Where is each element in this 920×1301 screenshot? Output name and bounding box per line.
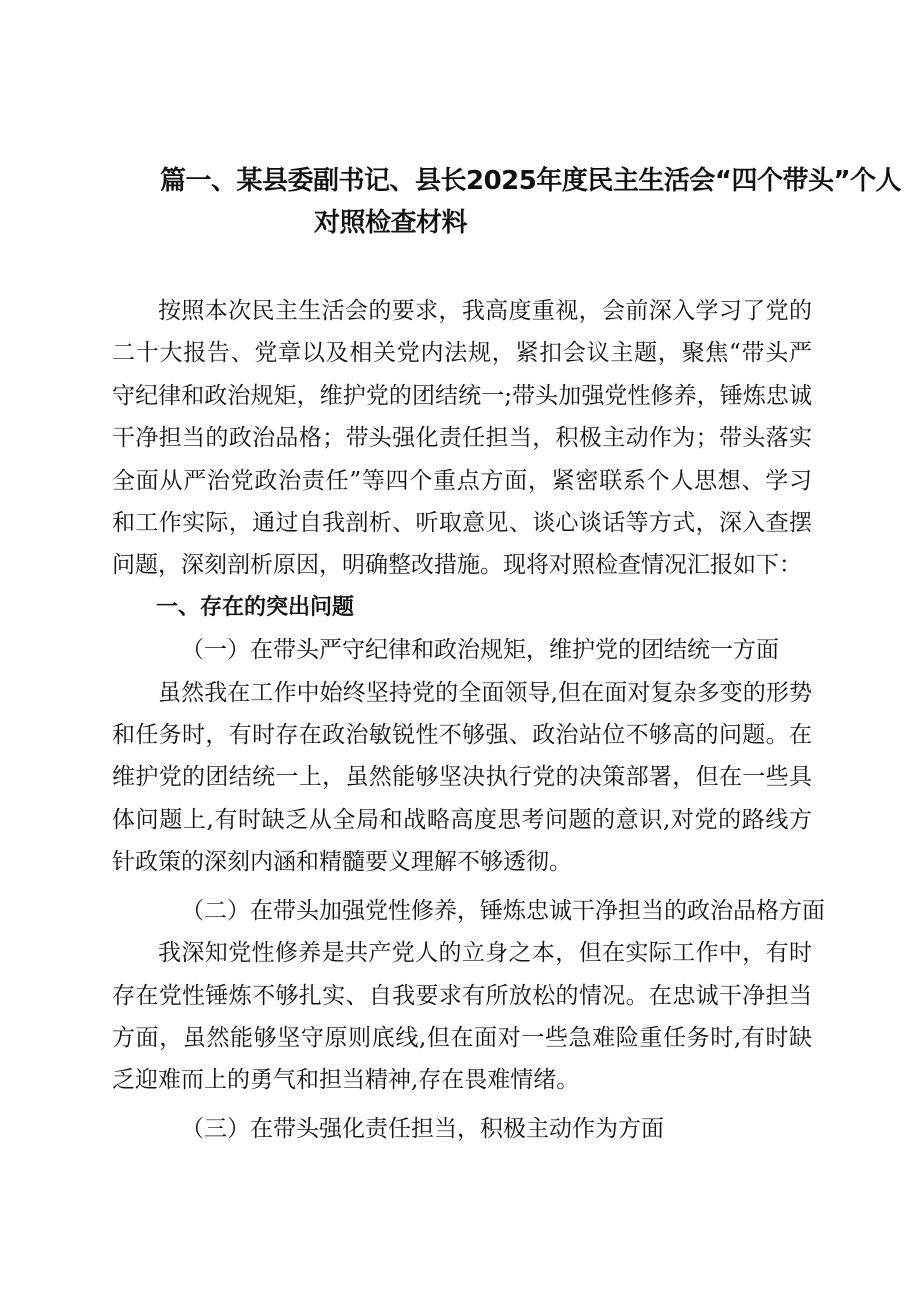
subsection-heading-3: （三）在带头强化责任担当，积极主动作为方面 bbox=[181, 1115, 664, 1142]
title-line-1: 篇一、某县委副书记、县长2025年度民主生活会“四个带头”个人 bbox=[160, 166, 902, 196]
intro-paragraph: 按照本次民主生活会的要求，我高度重视，会前深入学习了党的二十大报告、党章以及相关党内法规，紧扣会议主题，聚焦“带头严守纪律和政治规矩，维护党的团结统一;带头加强党性修养，锤炼忠诚干净担当的政治品格；带头强化责任担当，积极主动作为；带头落实全面从严治党政治责任”等四个重点方面，紧密联系个人思想、学习和工作实际，通过自我剖析、听取意见、谈心谈话等方式，深入查摆问题，深刻剖析原因，明确整改措施。现将对照检查情况汇报如下： bbox=[112, 298, 812, 579]
document-body bbox=[112, 290, 825, 1150]
subsection-body-1: 虽然我在工作中始终坚持党的全面领导,但在面对复杂多变的形势和任务时，有时存在政治敏锐性不够强、政治站位不够高的问题。在维护党的团结统一上，虽然能够坚决执行党的决策部署，但在一些具体问题上,有时缺乏从全局和战略高度思考问题的意识,对党的路线方针政策的深刻内涵和精髓要义理解不够透彻。 bbox=[112, 679, 812, 876]
subsection-heading-1: （一）在带头严守纪律和政治规矩，维护党的团结统一方面 bbox=[181, 637, 779, 664]
subsection-heading-2: （二）在带头加强党性修养，锤炼忠诚干净担当的政治品格方面 bbox=[181, 897, 825, 924]
subsection-body-2: 我深知党性修养是共产党人的立身之本，但在实际工作中，有时存在党性锤炼不够扎实、自我要求有所放松的情况。在忠诚干净担当方面，虽然能够坚守原则底线,但在面对一些急难险重任务时,有时缺乏迎难而上的勇气和担当精神,存在畏难情绪。 bbox=[112, 940, 812, 1094]
title-line-2: 对照检查材料 bbox=[314, 208, 468, 238]
document-title bbox=[160, 160, 902, 244]
section-heading-problems: 一、存在的突出问题 bbox=[156, 594, 355, 620]
